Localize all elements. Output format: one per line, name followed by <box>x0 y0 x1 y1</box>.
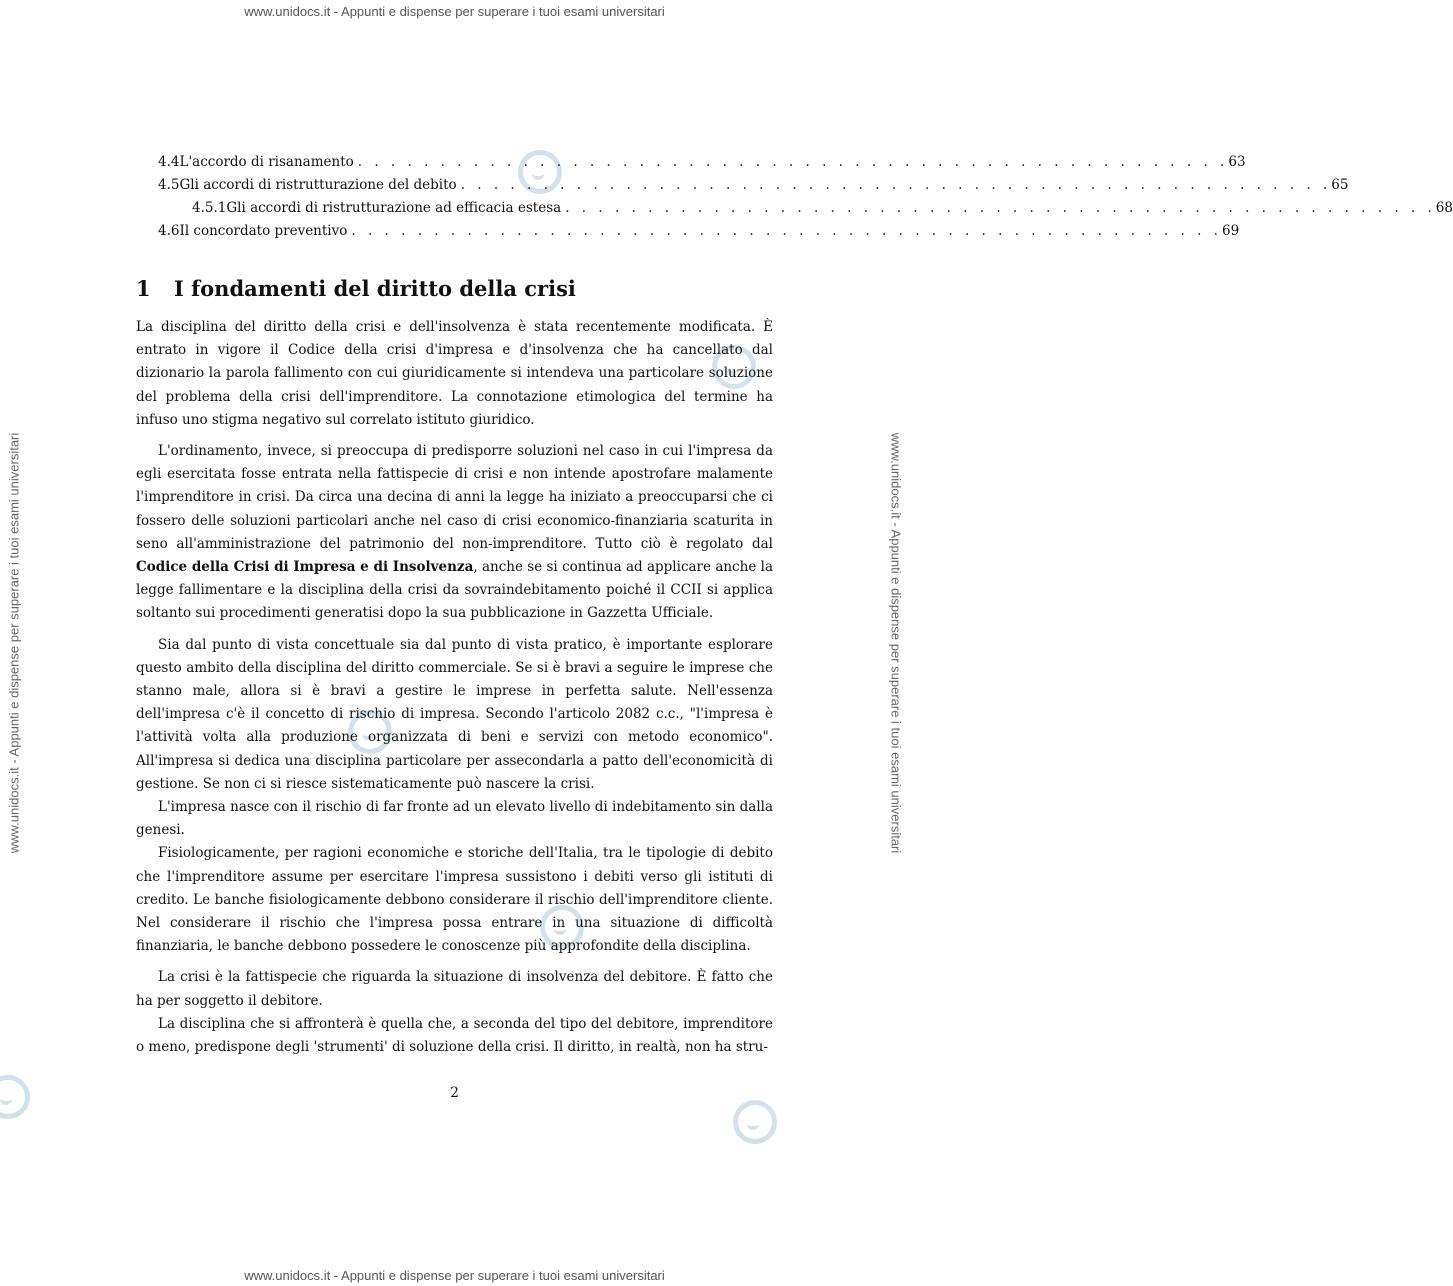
toc-entry-number: 4.5.1 <box>192 200 227 216</box>
toc-entry-page: 65 <box>1331 177 1349 193</box>
section-title: I fondamenti del diritto della crisi <box>174 276 576 301</box>
watermark-right: www.unidocs.it - Appunti e dispense per superare i tuoi esami universitari <box>888 432 904 854</box>
toc-entry-page: 68 <box>1435 200 1453 216</box>
toc-leader-dots: . . . . . . . . . . . . . . . . . . . . . . . . . . . . . . . . . . . . . . . . . . . . . . . . . . . . . <box>565 200 1436 216</box>
paragraph: Sia dal punto di vista concettuale sia dal punto di vista pratico, è importante esplorare questo ambito della disciplina del diritto commerciale. Se si è bravi a seguire le imprese che stanno male, allora si è bravi a gestire le imprese in perfetta salute. Nell'essenza dell'impresa c'è il concetto di rischio di impresa. Secondo l'articolo 2082 c.c., "l'impresa è l'attività volta alla produzione organizzata di beni e servizi con metodo economico". All'impresa si dedica una disciplina particolare per assecondarla a patto dell'economicità di gestione. Se non ci si riesce sistematicamente può nascere la crisi. <box>136 636 773 792</box>
toc-entry-title: Gli accordi di ristrutturazione ad efficacia estesa <box>226 200 562 216</box>
paragraph: La crisi è la fattispecie che riguarda la situazione di insolvenza del debitore. È fatto che ha per soggetto il debitore. <box>136 969 773 1009</box>
watermark-top: www.unidocs.it - Appunti e dispense per superare i tuoi esami universitari <box>244 4 665 19</box>
toc-leader-dots: . . . . . . . . . . . . . . . . . . . . . . . . . . . . . . . . . . . . . . . . . . . . . . . . . . . . . <box>351 223 1222 239</box>
body-text <box>136 316 773 1067</box>
page-number: 2 <box>450 1085 459 1101</box>
toc-entry <box>158 177 1349 197</box>
toc-entry-title: L'accordo di risanamento <box>179 154 354 170</box>
paragraph-text: , anche se si continua ad applicare anche la legge fallimentare e la disciplina della crisi da sovraindebitamento poiché il CCII si applica soltanto sui procedimenti generatisi dopo la sua pubblicazione in Gazzetta Ufficiale. <box>136 559 773 622</box>
paragraph: L'impresa nasce con il rischio di far fronte ad un elevato livello di indebitamento sin dalla genesi. <box>136 799 774 839</box>
toc-entry <box>158 154 1246 174</box>
paragraph-bold-text: Codice della Crisi di Impresa e di Insolvenza <box>136 559 474 576</box>
toc-leader-dots: . . . . . . . . . . . . . . . . . . . . . . . . . . . . . . . . . . . . . . . . . . . . . . . . . . . . . <box>460 177 1332 193</box>
watermark-logo-icon <box>733 1100 777 1144</box>
watermark-left: www.unidocs.it - Appunti e dispense per superare i tuoi esami universitari <box>6 432 22 854</box>
toc-leader-dots: . . . . . . . . . . . . . . . . . . . . . . . . . . . . . . . . . . . . . . . . . . . . . . . . . . . . . <box>357 154 1229 170</box>
paragraph: La disciplina del diritto della crisi e dell'insolvenza è stata recentemente modificata. È entrato in vigore il Codice della crisi d'impresa e d'insolvenza che ha cancellato dal dizionario la parola fallimento con cui giuridicamente si intendeva una particolare soluzione del problema della crisi dell'imprenditore. La connotazione etimologica del termine ha infuso uno stigma negativo sul correlato istituto giuridico. <box>136 319 773 428</box>
toc-entry-number: 4.4 <box>158 154 180 170</box>
toc-entry-number: 4.5 <box>158 177 180 193</box>
section-number: 1 <box>136 276 151 301</box>
toc-entry-number: 4.6 <box>158 223 180 239</box>
section-heading <box>136 276 576 301</box>
toc-entry-page: 63 <box>1228 154 1246 170</box>
toc-entry-title: Il concordato preventivo <box>179 223 348 239</box>
paragraph: La disciplina che si affronterà è quella che, a seconda del tipo del debitore, imprenditore o meno, predispone degli 'strumenti' di soluzione della crisi. Il diritto, in realtà, non ha stru- <box>136 1015 773 1056</box>
toc-entry-page: 69 <box>1221 223 1240 239</box>
paragraph-text: L'ordinamento, invece, si preoccupa di predisporre soluzioni nel caso in cui l'impresa da egli esercitata fosse entrata nella fattispecie di crisi e non intende apostrofare malamente l'imprenditore in crisi. Da circa una decina di anni la legge ha iniziato a preoccuparsi che ci fossero delle soluzioni particolari anche nel caso di crisi economico-finanziaria scaturita in seno all'amministrazione del patrimonio del non-imprenditore. Tutto ciò è regolato dal <box>136 443 773 552</box>
watermark-bottom: www.unidocs.it - Appunti e dispense per superare i tuoi esami universitari <box>244 1268 665 1283</box>
toc-entry-title: Gli accordi di ristrutturazione del debito <box>179 177 457 193</box>
paragraph: Fisiologicamente, per ragioni economiche e storiche dell'Italia, tra le tipologie di debito che l'imprenditore assume per esercitare l'impresa sussistono i debiti verso gli istituti di credito. Le banche fisiologicamente debbono considerare il rischio dell'imprenditore cliente. Nel considerare il rischio che l'impresa possa entrare in una situazione di difficoltà finanziaria, le banche debbono possedere le conoscenze più approfondite della disciplina. <box>136 845 773 955</box>
paragraph <box>136 440 773 626</box>
toc-entry <box>158 200 1453 220</box>
toc-entry <box>158 223 1240 243</box>
